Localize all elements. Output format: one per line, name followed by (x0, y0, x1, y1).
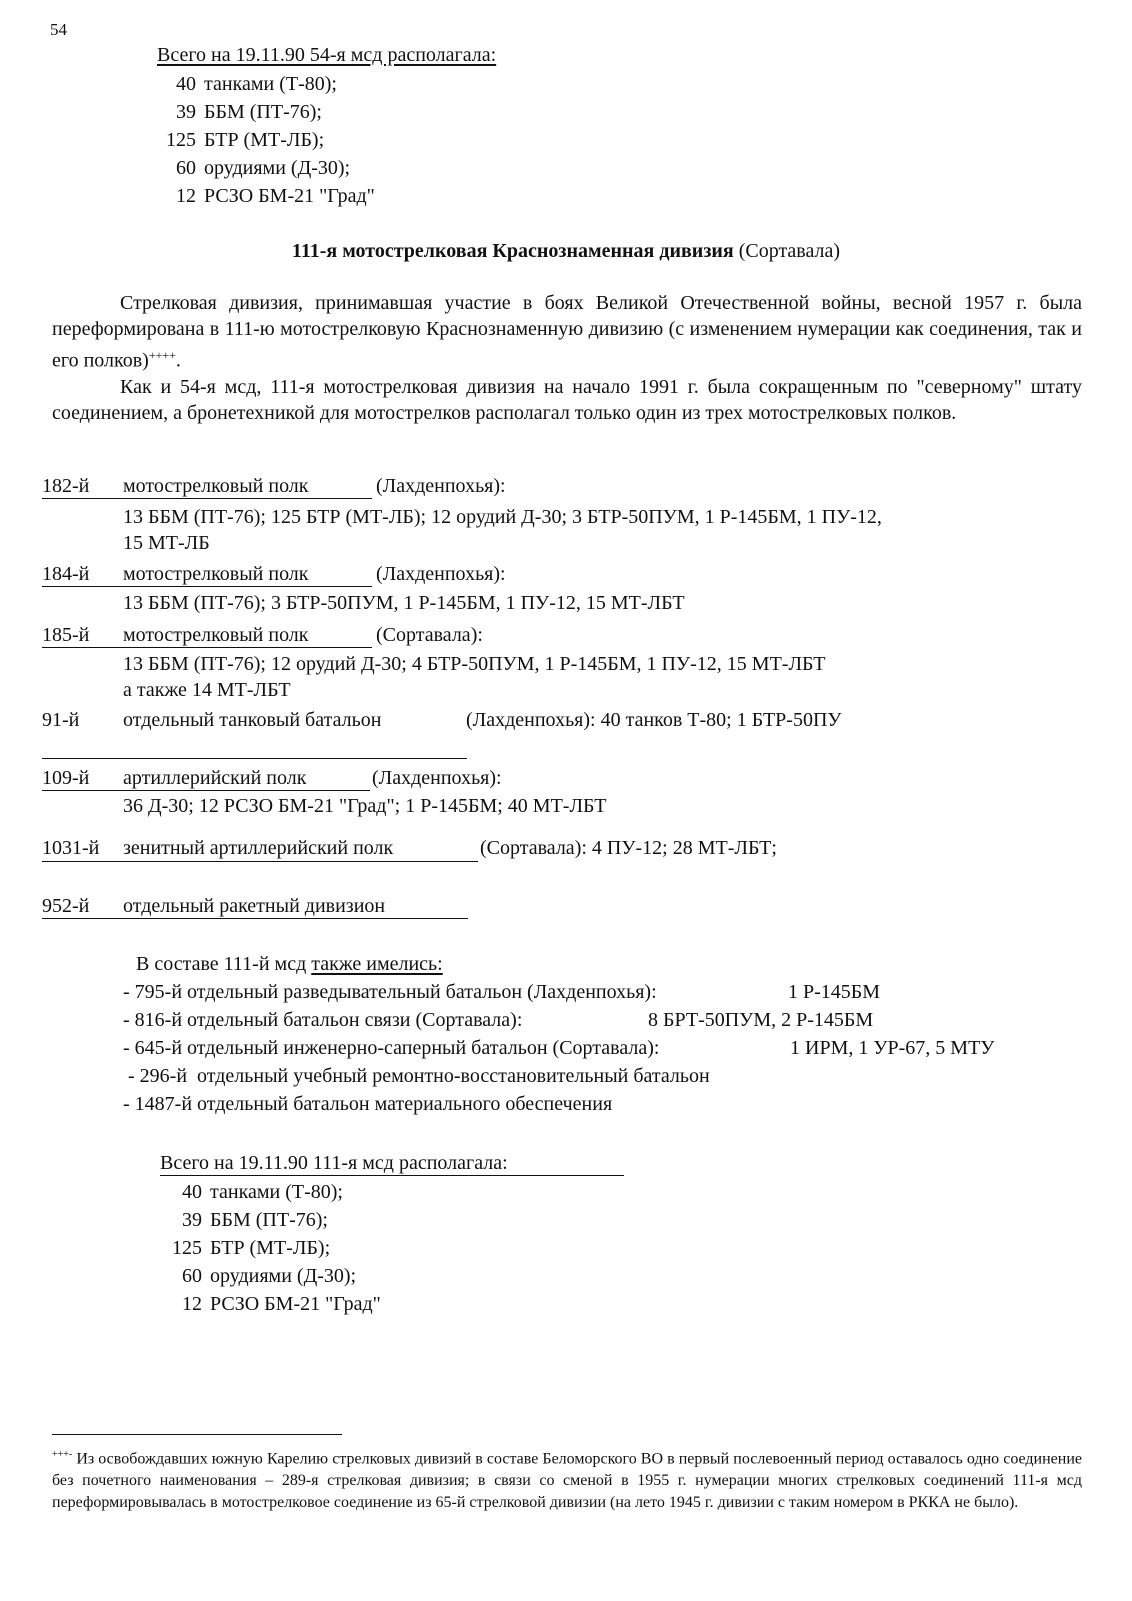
section-divider (42, 758, 467, 759)
regiment-name: артиллерийский полк (123, 767, 307, 789)
summary-underline (160, 1175, 624, 1176)
list-item: - 816-й отдельный батальон связи (Сортавала): (123, 1009, 523, 1031)
regiment-name: зенитный артиллерийский полк (123, 837, 394, 859)
summary-54-title: Всего на 19.11.90 54-я мсд располагала: (157, 44, 497, 66)
regiment-location: (Лахденпохья): (376, 563, 506, 585)
summary-111-title: Всего на 19.11.90 111-я мсд располагала: (160, 1152, 508, 1174)
regiment-equipment: 15 МТ-ЛБ (123, 532, 210, 554)
regiment-number: 1031-й (42, 837, 100, 859)
list-item: 39 ББМ (ПТ-76); (176, 101, 322, 123)
regiment-underline (42, 861, 478, 862)
list-item: - 795-й отдельный разведывательный батальон (Лахденпохья): (123, 981, 657, 1003)
regiment-number: 182-й (42, 475, 90, 497)
battalion-number: 91-й (42, 709, 80, 731)
regiment-underline (42, 647, 372, 648)
division-heading: 111-я мотострелковая Краснознаменная дивизия (Сортавала) (291, 240, 841, 262)
paragraph: Как и 54-я мсд, 111-я мотострелковая дивизия на начало 1991 г. была сокращенным по "северному" штату соединением, а бронетехникой для мотострелков располагал только один из трех мотострелковых полков. (52, 375, 1082, 424)
regiment-underline (42, 790, 370, 791)
list-item: 40 танками (Т-80); (182, 1181, 343, 1203)
list-item: - 296-й отдельный учебный ремонтно-восстановительный батальон (123, 1065, 710, 1087)
footnote (52, 1444, 1082, 1514)
list-item: - 1487-й отдельный батальон материального обеспечения (123, 1093, 613, 1115)
regiment-underline (42, 918, 468, 919)
division-history-text (52, 290, 1082, 426)
regiment-underline (42, 498, 372, 499)
regiment-name: мотострелковый полк (123, 563, 309, 585)
regiment-equipment: 13 ББМ (ПТ-76); 3 БТР-50ПУМ, 1 Р-145БМ, 1 ПУ-12, 15 МТ-ЛБТ (123, 592, 685, 614)
regiment-location: (Сортавала): 4 ПУ-12; 28 МТ-ЛБТ; (480, 837, 777, 859)
regiment-location: (Лахденпохья): (372, 767, 502, 789)
list-item: 125 БТР (МТ-ЛБ); (166, 129, 325, 151)
battalion-location: (Лахденпохья): 40 танков Т-80; 1 БТР-50ПУ (466, 709, 842, 731)
footnote-separator (52, 1434, 342, 1435)
battalion-name: отдельный танковый батальон (123, 709, 382, 731)
footnote-mark: +++- (52, 1449, 73, 1460)
list-item: - 645-й отдельный инженерно-саперный батальон (Сортавала): (123, 1037, 660, 1059)
list-item: 39 ББМ (ПТ-76); (182, 1209, 328, 1231)
regiment-location: (Лахденпохья): (376, 475, 506, 497)
regiment-equipment: а также 14 МТ-ЛБТ (123, 679, 291, 701)
list-item-equipment: 8 БРТ-50ПУМ, 2 Р-145БМ (648, 1009, 874, 1031)
regiment-location: (Сортавала): (376, 624, 483, 646)
list-item: 125 БТР (МТ-ЛБ); (172, 1237, 331, 1259)
list-item-equipment: 1 Р-145БМ (788, 981, 881, 1003)
also-intro: В составе 111-й мсд также имелись: (136, 953, 443, 975)
list-item: 60 орудиями (Д-30); (182, 1265, 357, 1287)
division-unit-name: отдельный ракетный дивизион (123, 895, 386, 917)
regiment-equipment: 36 Д-30; 12 РСЗО БМ-21 "Град"; 1 Р-145БМ; 40 МТ-ЛБТ (123, 795, 607, 817)
regiment-name: мотострелковый полк (123, 475, 309, 497)
list-item: 12 РСЗО БМ-21 "Град" (176, 185, 375, 207)
list-item: 60 орудиями (Д-30); (176, 157, 351, 179)
regiment-underline (42, 586, 372, 587)
regiment-number: 185-й (42, 624, 90, 646)
regiment-equipment: 13 ББМ (ПТ-76); 12 орудий Д-30; 4 БТР-50ПУМ, 1 Р-145БМ, 1 ПУ-12, 15 МТ-ЛБТ (123, 653, 826, 675)
list-item: 12 РСЗО БМ-21 "Град" (182, 1293, 381, 1315)
page-number: 54 (50, 20, 67, 39)
regiment-number: 184-й (42, 563, 90, 585)
regiment-number: 109-й (42, 767, 90, 789)
footnote-text: Из освобождавших южную Карелию стрелковых дивизий в составе Беломорского ВО в первый послевоенный период оставалось одно соединение без почетного наименования – 289-я стрелковая дивизия; в связи со сменой в 1955 г. нумерации многих стрелковых соединений 111-я мсд переформировывалась в мотострелковое соединение из 65-й стрелковой дивизии (на лето 1945 г. дивизии с таким номером в РККА не было). (52, 1450, 1082, 1512)
division-unit-number: 952-й (42, 895, 90, 917)
regiment-equipment: 13 ББМ (ПТ-76); 125 БТР (МТ-ЛБ); 12 орудий Д-30; 3 БТР-50ПУМ, 1 Р-145БМ, 1 ПУ-12, (123, 506, 882, 528)
regiment-name: мотострелковый полк (123, 624, 309, 646)
paragraph: Стрелковая дивизия, принимавшая участие в боях Великой Отечественной войны, весной 1957 г. была переформирована в 111-ю мотострелковую Краснознаменную дивизию (с изменением нумерации как соединения, так и его полков)++++. (52, 292, 1082, 372)
list-item-equipment: 1 ИРМ, 1 УР-67, 5 МТУ (790, 1037, 995, 1059)
list-item: 40 танками (Т-80); (176, 73, 337, 95)
